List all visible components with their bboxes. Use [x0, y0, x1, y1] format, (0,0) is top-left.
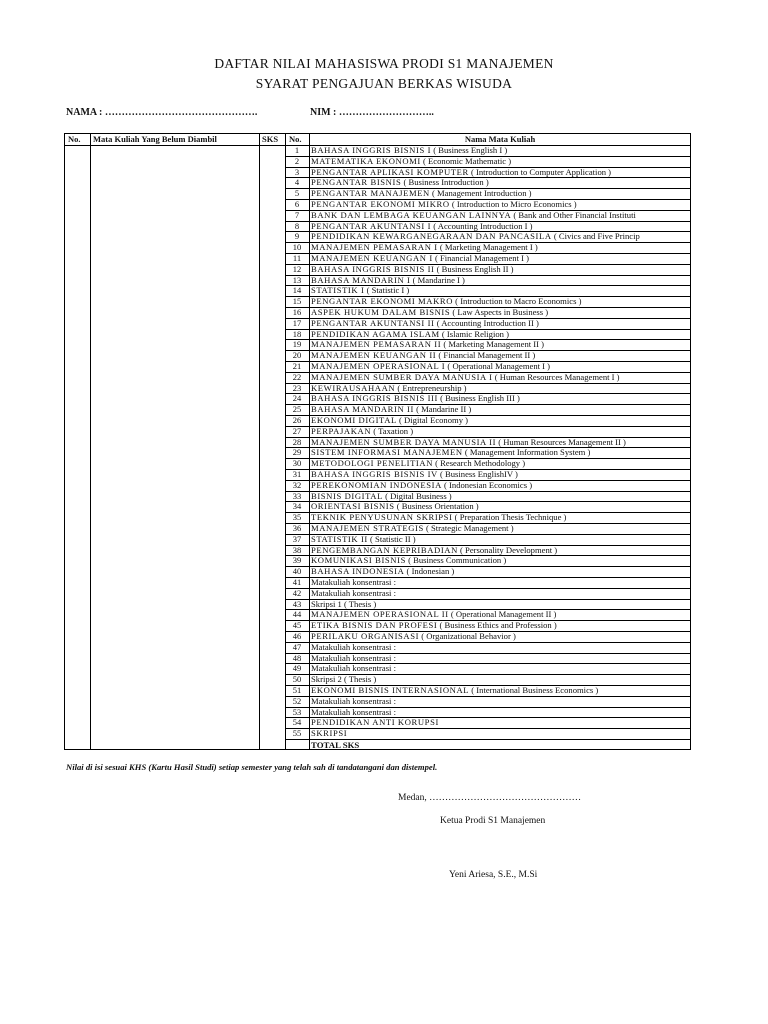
course-name-en: ( Business English II ) — [434, 263, 514, 274]
course-name — [311, 393, 690, 404]
course-name-en: ( Strategic Management ) — [423, 523, 514, 533]
course-name — [311, 231, 690, 242]
row-number: 54 — [292, 717, 302, 728]
course-name-en: Matakuliah konsentrasi : — [311, 652, 396, 663]
row-number: 30 — [292, 458, 302, 469]
course-name — [311, 609, 690, 620]
course-name — [311, 264, 690, 275]
row-number: 4 — [294, 177, 300, 188]
row-number: 31 — [292, 469, 302, 479]
header-no: No. — [68, 134, 81, 144]
nim-field: NIM : ……………………….. — [310, 107, 434, 118]
course-name-id: MANAJEMEN OPERASIONAL I — [311, 361, 446, 371]
course-name-id: MANAJEMEN KEUANGAN II — [311, 350, 437, 361]
course-name — [311, 458, 690, 469]
course-name — [311, 588, 690, 599]
course-name-id: PENGANTAR BISNIS — [311, 177, 402, 188]
row-number: 10 — [292, 242, 302, 253]
course-name-en: Skripsi 2 ( Thesis ) — [311, 674, 377, 685]
row-number: 55 — [292, 728, 302, 739]
course-name — [311, 512, 690, 523]
row-number: 39 — [292, 555, 302, 566]
course-name-id: MATEMATIKA EKONOMI — [311, 155, 421, 166]
course-name-en: ( Civics and Five Princip — [551, 231, 640, 242]
row-number: 3 — [294, 166, 300, 177]
course-name-id: MANAJEMEN PEMASARAN II — [311, 339, 442, 350]
course-name — [311, 534, 690, 545]
course-name — [311, 404, 690, 415]
course-name — [311, 620, 690, 631]
row-number: 32 — [292, 479, 302, 490]
course-name — [311, 480, 690, 491]
course-name-en: ( Law Aspects in Business ) — [450, 307, 549, 317]
course-name — [311, 339, 690, 350]
course-name-id: ORIENTASI BISNIS — [311, 501, 395, 512]
course-name — [311, 696, 690, 707]
course-name — [311, 501, 690, 512]
course-name-en: ( Economic Mathematic ) — [420, 155, 512, 166]
course-name — [311, 318, 690, 329]
course-name-id: EKONOMI BISNIS INTERNASIONAL — [311, 685, 470, 695]
row-number: 7 — [294, 209, 300, 220]
course-name-id: METODOLOGI PENELITIAN — [311, 458, 433, 469]
row-number: 45 — [292, 620, 302, 631]
course-name-id: PENGANTAR APLIKASI KOMPUTER — [311, 166, 469, 177]
total-sks-label: TOTAL SKS — [311, 740, 360, 750]
course-name-id: PENGANTAR EKONOMI MIKRO — [311, 199, 450, 209]
row-number: 5 — [294, 188, 300, 199]
header-no2: No. — [289, 134, 302, 144]
course-name-en: ( Business English I ) — [431, 145, 508, 155]
course-name-id: BAHASA INGGRIS BISNIS I — [311, 145, 432, 155]
course-name-id: TEKNIK PENYUSUNAN SKRIPSI — [311, 512, 453, 523]
course-name-en: ( Entrepreneurship ) — [395, 382, 467, 393]
course-name-id: BAHASA INGGRIS BISNIS III — [311, 393, 438, 404]
course-name — [311, 566, 690, 577]
row-number: 28 — [292, 436, 302, 447]
course-name — [311, 372, 690, 383]
course-name-en: ( Introduction to Micro Economics ) — [449, 199, 577, 209]
course-name — [311, 415, 690, 426]
course-name-en: ( Marketing Management I ) — [437, 242, 538, 253]
document-title: DAFTAR NILAI MAHASISWA PRODI S1 MANAJEMEN — [214, 56, 554, 71]
course-name-en: ( Operational Management II ) — [448, 609, 557, 620]
signatory-title: Ketua Prodi S1 Manajemen — [440, 816, 546, 826]
course-name-en: ( Bank and Other Financial Instituti — [511, 209, 636, 220]
course-name — [311, 361, 690, 372]
course-name-en: ( Business Communication ) — [405, 555, 507, 566]
row-number: 22 — [292, 371, 302, 382]
course-name-en: ( Accounting Introduction II ) — [434, 317, 539, 328]
row-number: 11 — [292, 253, 302, 263]
course-name-en: ( Human Resources Management I ) — [492, 371, 620, 382]
course-name-en: ( Digital Economy ) — [396, 415, 469, 425]
course-name-id: BAHASA INGGRIS BISNIS II — [311, 263, 435, 274]
course-name-id: MANAJEMEN KEUANGAN I — [311, 253, 433, 263]
course-name-en: Matakuliah konsentrasi : — [311, 577, 396, 587]
course-name-en: ( Management Introduction ) — [429, 188, 532, 199]
course-name-id: PENGEMBANGAN KEPRIBADIAN — [311, 544, 458, 555]
row-number: 52 — [292, 695, 302, 706]
col-divider — [90, 134, 91, 749]
course-name-en: ( Preparation Thesis Technique ) — [452, 512, 567, 523]
col-divider — [309, 134, 310, 749]
course-name-id: STATISTIK II — [311, 533, 368, 544]
course-name-en: ( Taxation ) — [371, 425, 414, 436]
course-name — [311, 707, 690, 718]
header-sks: SKS — [262, 134, 279, 144]
row-number: 44 — [292, 609, 302, 620]
course-name-en: Matakuliah konsentrasi : — [311, 695, 396, 706]
course-name — [311, 447, 690, 458]
course-name-en: ( Financial Management II ) — [436, 350, 536, 361]
row-number: 33 — [292, 490, 302, 501]
course-name — [311, 437, 690, 448]
course-name-id: BISNIS DIGITAL — [311, 490, 383, 501]
row-number: 36 — [292, 523, 302, 533]
row-number: 6 — [294, 199, 300, 209]
row-number: 14 — [292, 285, 302, 296]
name-field: NAMA : ………………………………………. — [66, 107, 258, 118]
instruction-note: Nilai di isi sesuai KHS (Kartu Hasil Studi) setiap semester yang telah sah di tandatangani dan distempel. — [66, 762, 438, 772]
row-number: 50 — [292, 674, 302, 685]
row-number: 42 — [292, 587, 302, 598]
course-name-en: ( Indonesian ) — [404, 566, 455, 577]
course-name — [311, 167, 690, 178]
header-course-not-taken: Mata Kuliah Yang Belum Diambil — [93, 134, 217, 144]
row-number: 19 — [292, 339, 302, 350]
course-name-id: BAHASA INGGRIS BISNIS IV — [311, 469, 438, 479]
course-name-id: BAHASA INDONESIA — [311, 566, 405, 577]
row-number: 18 — [292, 328, 302, 339]
course-name-id: PENDIDIKAN ANTI KORUPSI — [311, 717, 439, 728]
header-course-name: Nama Mata Kuliah — [464, 134, 536, 144]
course-name — [311, 199, 690, 210]
course-name — [311, 307, 690, 318]
course-name-id: ASPEK HUKUM DALAM BISNIS — [311, 307, 451, 317]
course-name — [311, 242, 690, 253]
row-number: 34 — [292, 501, 302, 512]
row-number: 37 — [292, 533, 302, 544]
course-name — [311, 653, 690, 664]
course-name-id: SISTEM INFORMASI MANAJEMEN — [311, 447, 463, 458]
course-name-en: ( Business Orientation ) — [394, 501, 479, 512]
course-name-en: ( Accounting Introduction I ) — [431, 220, 533, 231]
course-name-en: ( Introduction to Computer Application ) — [468, 166, 612, 177]
course-name-en: ( Operational Management I ) — [445, 361, 551, 371]
row-number: 24 — [292, 393, 302, 404]
course-name — [311, 275, 690, 286]
course-name — [311, 426, 690, 437]
course-name-id: BANK DAN LEMBAGA KEUANGAN LAINNYA — [311, 209, 512, 220]
row-number: 40 — [292, 566, 302, 577]
row-number: 41 — [292, 577, 302, 587]
course-name — [311, 599, 690, 610]
course-name — [311, 285, 690, 296]
course-name-en: ( Organizational Behavior ) — [419, 631, 516, 641]
row-number: 8 — [294, 220, 300, 231]
course-name-id: PENDIDIKAN AGAMA ISLAM — [311, 328, 440, 339]
course-name-en: ( Business Ethics and Profession ) — [437, 620, 557, 631]
course-name-en: ( Statistic I ) — [364, 285, 410, 296]
row-number: 25 — [292, 404, 302, 415]
signatory-name: Yeni Ariesa, S.E., M.Si — [449, 870, 538, 880]
course-name-en: ( Statistic II ) — [367, 533, 416, 544]
course-name — [311, 221, 690, 232]
course-name-id: BAHASA MANDARIN I — [311, 274, 411, 285]
place-date-line: Medan, ………………………………………… — [398, 793, 582, 803]
course-name-id: EKONOMI DIGITAL — [311, 415, 397, 425]
course-name-id: PERPAJAKAN — [311, 425, 372, 436]
course-name-en: Skripsi 1 ( Thesis ) — [311, 598, 377, 609]
course-name-id: PERILAKU ORGANISASI — [311, 631, 420, 641]
course-name — [311, 350, 690, 361]
row-number: 43 — [292, 598, 302, 609]
row-number: 53 — [292, 706, 302, 717]
course-name — [311, 145, 690, 156]
course-name-en: ( Digital Business ) — [382, 490, 452, 501]
course-name-id: PEREKONOMIAN INDONESIA — [311, 479, 442, 490]
row-number: 21 — [292, 361, 302, 371]
row-number: 26 — [292, 415, 302, 425]
course-name-id: PENGANTAR AKUNTANSI II — [311, 317, 435, 328]
row-number: 49 — [292, 663, 302, 674]
course-name-id: PENGANTAR MANAJEMEN — [311, 188, 430, 199]
course-name-en: ( Human Resources Management II ) — [496, 436, 626, 447]
course-name-en: ( Management Information System ) — [462, 447, 591, 458]
course-name-id: MANAJEMEN STRATEGIS — [311, 523, 424, 533]
course-name-id: PENDIDIKAN KEWARGANEGARAAN DAN PANCASILA — [311, 231, 552, 242]
course-name-id: ETIKA BISNIS DAN PROFESI — [311, 620, 438, 631]
course-name — [311, 469, 690, 480]
row-number: 13 — [292, 274, 302, 285]
course-name-id: KOMUNIKASI BISNIS — [311, 555, 406, 566]
course-name-en: ( Mandarine II ) — [413, 404, 472, 415]
course-name — [311, 177, 690, 188]
row-number: 27 — [292, 425, 302, 436]
course-name-en: ( Research Methodology ) — [433, 458, 526, 469]
course-name-en: ( Business English III ) — [437, 393, 520, 404]
row-number: 12 — [292, 263, 302, 274]
course-name — [311, 329, 690, 340]
grades-table — [64, 133, 691, 750]
course-name — [311, 523, 690, 534]
course-name — [311, 663, 690, 674]
course-name — [311, 717, 690, 728]
course-name-id: BAHASA MANDARIN II — [311, 404, 414, 415]
course-name-en: ( Indonesian Economics ) — [441, 479, 533, 490]
course-name — [311, 383, 690, 394]
course-name-en: ( Personality Development ) — [457, 544, 558, 555]
course-name — [311, 491, 690, 502]
course-name-en: ( Business Introduction ) — [401, 177, 489, 188]
row-number: 38 — [292, 544, 302, 555]
course-name — [311, 545, 690, 556]
course-name-id: STATISTIK I — [311, 285, 365, 296]
row-number: 35 — [292, 512, 302, 523]
row-number: 15 — [292, 296, 302, 307]
course-name-en: Matakuliah konsentrasi : — [311, 641, 396, 652]
course-name-en: ( International Business Economics ) — [469, 685, 599, 695]
course-name-en: Matakuliah konsentrasi : — [311, 663, 396, 674]
course-name — [311, 555, 690, 566]
row-number: 23 — [292, 382, 302, 393]
row-number: 20 — [292, 350, 302, 361]
row-number: 2 — [294, 155, 300, 166]
row-number: 9 — [294, 231, 300, 242]
row-number: 47 — [292, 641, 302, 652]
course-name — [311, 728, 690, 739]
course-name-id: PENGANTAR EKONOMI MAKRO — [311, 296, 454, 307]
course-name-id: MANAJEMEN PEMASARAN I — [311, 242, 438, 253]
course-name — [311, 296, 690, 307]
course-name-en: ( Islamic Religion ) — [439, 328, 509, 339]
document-subtitle: SYARAT PENGAJUAN BERKAS WISUDA — [255, 76, 513, 91]
course-name-id: MANAJEMEN SUMBER DAYA MANUSIA II — [311, 436, 497, 447]
course-name — [311, 210, 690, 221]
course-name — [311, 253, 690, 264]
row-number: 51 — [292, 685, 302, 695]
course-name-en: Matakuliah konsentrasi : — [311, 587, 396, 598]
course-name-en: ( Business EnglishIV ) — [437, 469, 518, 479]
course-name — [311, 156, 690, 167]
row-number: 48 — [292, 652, 302, 663]
course-name — [311, 631, 690, 642]
row-number: 1 — [294, 145, 300, 155]
course-name-id: PENGANTAR AKUNTANSI I — [311, 220, 432, 231]
course-name — [311, 577, 690, 588]
course-name-id: MANAJEMEN SUMBER DAYA MANUSIA I — [311, 371, 493, 382]
course-name — [311, 188, 690, 199]
course-name — [311, 685, 690, 696]
course-name-id: MANAJEMEN OPERASIONAL II — [311, 609, 449, 620]
row-number: 46 — [292, 631, 302, 641]
course-name — [311, 674, 690, 685]
row-number: 29 — [292, 447, 302, 458]
course-name-en: ( Financial Management I ) — [432, 253, 529, 263]
course-name-en: ( Marketing Management II ) — [441, 339, 545, 350]
course-name-id: KEWIRAUSAHAAN — [311, 382, 396, 393]
course-name — [311, 642, 690, 653]
course-name-en: Matakuliah konsentrasi : — [311, 706, 396, 717]
course-name-id: SKRIPSI — [311, 728, 348, 739]
course-name-en: ( Introduction to Macro Economics ) — [453, 296, 582, 307]
row-number: 16 — [292, 307, 302, 317]
course-name-en: ( Mandarine I ) — [410, 274, 465, 285]
row-number: 17 — [292, 317, 302, 328]
col-divider — [259, 134, 260, 749]
